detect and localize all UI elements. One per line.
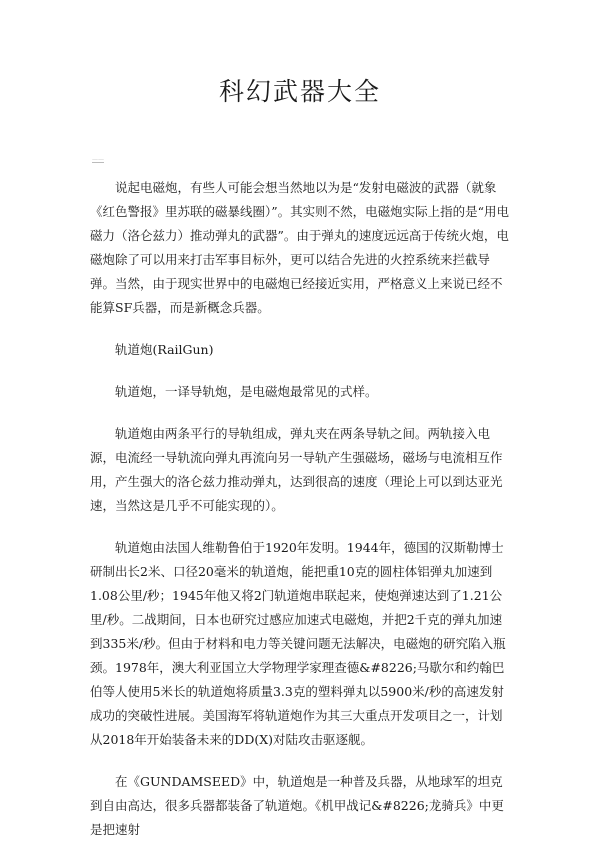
document-title: 科幻武器大全	[218, 77, 381, 106]
paragraph-railgun-history: 轨道炮由法国人维勒鲁伯于1920年发明。1944年，德国的汉斯勒博士研制出长2米、口径20毫米的轨道炮，能把重10克的圆柱体铝弹丸加速到1.08公里/秒；1945年他又将2门轨道炮串联起来，使炮弹速达到了1.21公里/秒。二战期间，日本也研究过感应加速式电磁炮，并把2千克的弹丸加速到335米/秒。但由于材料和电力等关键问题无法解决，电磁炮的研究陷入瓶颈。1978年，澳大利亚国立大学物理学家理查德&#8226;马歇尔和约翰巴伯等人使用5米长的轨道炮将质量3.3克的塑料弹丸以5900米/秒的高速发射成功的突破性进展。美国海军将轨道炮作为其三大重点开发项目之一，计划从2018年开始装备未来的DD(X)对陆攻击驱逐舰。	[90, 540, 506, 747]
paragraph-railgun-definition: 轨道炮，一译导轨炮，是电磁炮最常见的式样。	[115, 384, 378, 399]
header-mark-text: ——	[92, 156, 104, 163]
document-body	[90, 176, 512, 860]
paragraph-railgun-fiction: 在《GUNDAMSEED》中，轨道炮是一种普及兵器，从地球军的坦克到自由高达，很多兵器都装备了轨道炮。《机甲战记&#8226;龙骑兵》中更是把速射	[90, 774, 504, 837]
paragraph-railgun-principle: 轨道炮由两条平行的导轨组成，弹丸夹在两条导轨之间。两轨接入电源，电流经一导轨流向弹丸再流向另一导轨产生强磁场，磁场与电流相互作用，产生强大的洛仑兹力推动弹丸，达到很高的速度（理论上可以到达亚光速，当然这是几乎不可能实现的）。	[90, 426, 503, 513]
paragraph-railgun-intro: 说起电磁炮，有些人可能会想当然地以为是“发射电磁波的武器（就象《红色警报》里苏联的磁暴线圈）”。其实则不然，电磁炮实际上指的是“用电磁力（洛仑兹力）推动弹丸的武器”。由于弹丸的速度远远高于传统火炮，电磁炮除了可以用来打击军事目标外，更可以结合先进的火控系统来拦截导弹。当然，由于现实世界中的电磁炮已经接近实用，严格意义上来说已经不能算SF兵器，而是新概念兵器。	[90, 180, 510, 315]
section-heading-railgun: 轨道炮(RailGun)	[115, 342, 214, 357]
